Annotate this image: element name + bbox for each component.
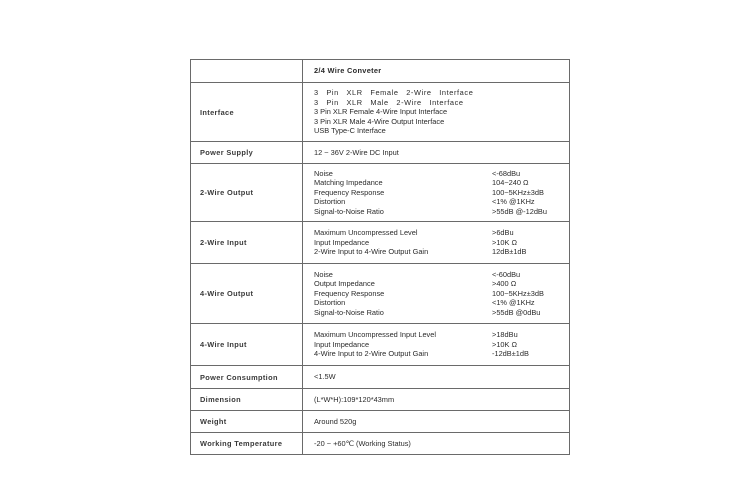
spec-pair (314, 247, 569, 257)
title-row-label-cell (191, 60, 303, 83)
weight-label: Weight (191, 411, 303, 433)
spec-pair (314, 279, 569, 289)
interface-line: USB Type-C Interface (314, 126, 386, 136)
spec-key: Signal-to-Noise Ratio (314, 307, 384, 317)
spec-key: Output Impedance (314, 279, 375, 289)
power-supply-label: Power Supply (191, 142, 303, 164)
four-wire-input-label: 4-Wire Input (191, 324, 303, 366)
power-supply-row (191, 142, 570, 164)
interface-label: Interface (191, 83, 303, 142)
working-temperature-label: Working Temperature (191, 433, 303, 455)
interface-line: 3 Pin XLR Male 2-Wire Interface (314, 97, 464, 107)
spec-pair (314, 188, 569, 198)
spec-value: <1% @1KHz (492, 298, 535, 308)
four-wire-output-label: 4-Wire Output (191, 264, 303, 324)
spec-value: 100~5KHz±3dB (492, 288, 544, 298)
spec-pair (314, 308, 569, 318)
two-wire-input-value-cell (303, 222, 570, 264)
dimension-label: Dimension (191, 389, 303, 411)
title-row-value-cell (303, 60, 570, 83)
spec-value: 104~240 Ω (492, 178, 529, 188)
spec-value: >10K Ω (492, 339, 518, 349)
spec-key: Maximum Uncompressed Level (314, 228, 418, 238)
spec-pair (314, 270, 569, 280)
spec-key: Matching Impedance (314, 178, 383, 188)
two-wire-input-row (191, 222, 570, 264)
spec-key: Signal-to-Noise Ratio (314, 206, 384, 216)
spec-key: Distortion (314, 197, 346, 207)
product-title: 2/4 Wire Conveter (314, 66, 382, 76)
spec-pair (314, 330, 569, 340)
spec-table (190, 59, 570, 455)
dimension-value: (L*W*H):109*120*43mm (303, 389, 570, 411)
spec-pair (314, 349, 569, 359)
spec-key: Noise (314, 168, 333, 178)
power-consumption-label: Power Consumption (191, 366, 303, 389)
spec-key: Maximum Uncompressed Input Level (314, 330, 436, 340)
spec-key: Frequency Response (314, 288, 385, 298)
weight-row (191, 411, 570, 433)
four-wire-input-row (191, 324, 570, 366)
spec-key: Input Impedance (314, 237, 370, 247)
four-wire-output-row (191, 264, 570, 324)
spec-pair (314, 340, 569, 350)
spec-value: >400 Ω (492, 279, 517, 289)
spec-value: <-68dBu (492, 168, 521, 178)
spec-value: 12dB±1dB (492, 247, 527, 257)
spec-value: -12dB±1dB (492, 349, 529, 359)
four-wire-input-value-cell (303, 324, 570, 366)
spec-pair (314, 289, 569, 299)
interface-value-cell (303, 83, 570, 142)
working-temperature-value: -20 ~ +60℃ (Working Status) (303, 433, 570, 455)
two-wire-input-label: 2-Wire Input (191, 222, 303, 264)
spec-pair (314, 228, 569, 238)
spec-value: >55dB @-12dBu (492, 206, 547, 216)
power-supply-value: 12 ~ 36V 2-Wire DC Input (303, 142, 570, 164)
interface-row (191, 83, 570, 142)
dimension-row (191, 389, 570, 411)
spec-pair (314, 197, 569, 207)
power-consumption-row (191, 366, 570, 389)
spec-key: 4-Wire Input to 2-Wire Output Gain (314, 349, 429, 359)
spec-pair (314, 298, 569, 308)
spec-key: Distortion (314, 298, 346, 308)
interface-line: 3 Pin XLR Female 2-Wire Interface (314, 88, 474, 98)
spec-pair (314, 178, 569, 188)
four-wire-output-value-cell (303, 264, 570, 324)
spec-value: <1% @1KHz (492, 197, 535, 207)
spec-value: <-60dBu (492, 269, 521, 279)
interface-line: 3 Pin XLR Male 4-Wire Output Interface (314, 116, 445, 126)
spec-key: Noise (314, 269, 333, 279)
title-row (191, 60, 570, 83)
spec-key: 2-Wire Input to 4-Wire Output Gain (314, 247, 429, 257)
spec-pair (314, 207, 569, 217)
working-temperature-row (191, 433, 570, 455)
weight-value: Around 520g (303, 411, 570, 433)
two-wire-output-label: 2-Wire Output (191, 164, 303, 222)
power-consumption-value: <1.5W (303, 366, 570, 389)
spec-value: >18dBu (492, 330, 518, 340)
spec-value: 100~5KHz±3dB (492, 187, 544, 197)
spec-pair (314, 169, 569, 179)
spec-key: Input Impedance (314, 339, 370, 349)
spec-value: >6dBu (492, 228, 514, 238)
interface-line: 3 Pin XLR Female 4-Wire Input Interface (314, 107, 448, 117)
two-wire-output-row (191, 164, 570, 222)
spec-value: >55dB @0dBu (492, 307, 541, 317)
spec-pair (314, 238, 569, 248)
spec-key: Frequency Response (314, 187, 385, 197)
two-wire-output-value-cell (303, 164, 570, 222)
spec-value: >10K Ω (492, 237, 518, 247)
